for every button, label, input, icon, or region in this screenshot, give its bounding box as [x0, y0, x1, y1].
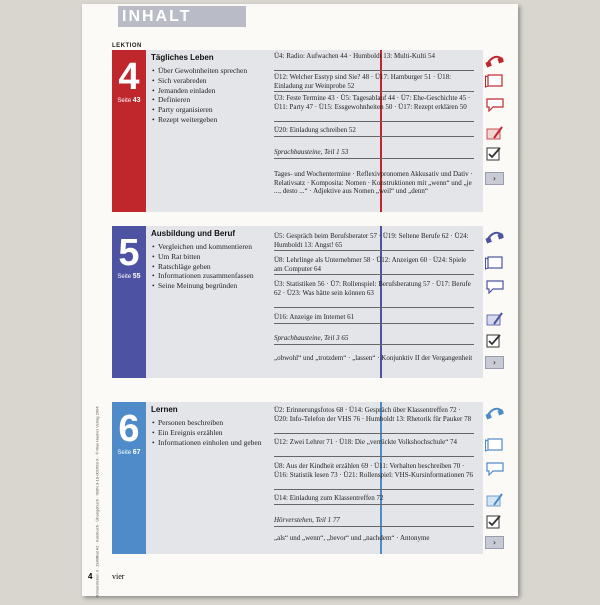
topic-item: • Sich verabreden: [152, 76, 272, 86]
lektion-label: LEKTION: [112, 43, 142, 49]
page-number-word: vier: [112, 572, 125, 581]
exercise-entry-grammar: „als“ und „wenn“, „bevor“ und „nachdem“ · Antonyme: [274, 534, 430, 542]
exercise-entry-listening: Ü5: Gespräch beim Berufsberater 57 · Ü19: Seltene Berufe 62 · Ü24: Humboldt 13: Angst! 65: [274, 232, 474, 251]
pencil-icon: [485, 312, 505, 326]
speech-bubble-icon: [485, 98, 505, 112]
topic-list: [152, 242, 264, 291]
exercise-entry-writing: Ü14: Einladung zum Klassentreffen 72: [274, 494, 474, 505]
lesson-4-section: [112, 50, 506, 212]
book-icon: [485, 256, 505, 270]
grammar-arrow-icon: ›: [485, 172, 504, 185]
checklist-icon: [485, 334, 505, 348]
exercise-entry-reading: Ü12: Zwei Lehrer 71 · Ü18: Die „verrückte Volkshochschule“ 74: [274, 438, 474, 457]
lesson-number: 5: [118, 232, 140, 274]
lesson-page-ref: Seite 43: [117, 97, 141, 104]
lesson-number: 6: [118, 408, 140, 450]
book-icon: [485, 438, 505, 452]
exercise-entry-grammar: Tages- und Wochentermine · Reflexivpronomen Akkusativ und Dativ · Relativsatz · Komposita: Nomen · Konstruktionen mit „wenn“ und „je ..., desto ...“ · Adjektive aus Nomen „weil“ und „denn“: [274, 170, 473, 196]
speech-bubble-icon: [485, 462, 505, 476]
lesson-title: Tägliches Leben: [151, 53, 214, 62]
topic-item: • Um Rat bitten: [152, 252, 264, 262]
exercise-entry-writing: Ü16: Anzeige im Internet 61: [274, 313, 474, 324]
exercise-entry-test: Sprachbausteine, Teil 1 53: [274, 148, 474, 159]
exercise-entry-grammar: „obwohl“ und „trotzdem“ · „lassen“ · Konjunktiv II der Vergangenheit: [274, 354, 473, 362]
lesson-number-box: [112, 50, 146, 212]
exercise-entry-test: Hörverstehen, Teil 1 77: [274, 516, 474, 527]
lesson-number: 4: [118, 56, 140, 98]
exercise-entry-listening: Ü4: Radio: Aufwachen 44 · Humboldt 13: Multi-Kulti 54: [274, 52, 474, 71]
topic-list: [152, 66, 272, 125]
page-number: 4: [88, 572, 93, 581]
topic-item: • Definieren: [152, 95, 272, 105]
lesson-page-ref: Seite 55: [117, 273, 141, 280]
exercise-entry-listening: Ü2: Erinnerungsfotos 68 · Ü14: Gespräch über Klassentreffen 72 · Ü20: Info-Telefon der VHS 76 · Humboldt 13: Rhetorik für Pauker 78: [274, 406, 474, 434]
exercise-entry-speaking: Ü3: Statistiken 56 · Ü7: Rollenspiel: Berufsberatung 57 · Ü17: Berufe 62 · Ü23: Was hätte sein können 63: [274, 280, 474, 308]
pencil-icon: [485, 493, 505, 507]
topic-item: • Vergleichen und kommentieren: [152, 242, 264, 252]
speech-bubble-icon: [485, 280, 505, 294]
headphones-icon: [485, 54, 505, 68]
side-text: [87, 245, 100, 605]
checklist-icon: [485, 147, 505, 161]
grammar-arrow-icon: ›: [485, 536, 504, 549]
exercise-entry-reading: Ü12: Welcher Esstyp sind Sie? 48 · Ü17: Hamburger 51 · Ü18: Einladung zur Weinprobe 52: [274, 73, 474, 92]
exercise-entry-speaking: Ü8: Aus der Kindheit erzählen 69 · Ü11: Verhalten beschreiben 70 · Ü16: Statistik lesen 73 · Ü21: Rollenspiel: VHS-Kursinformationen 76: [274, 462, 474, 490]
exercise-entry-speaking: Ü3: Feste Termine 43 · Ü5: Tagesablauf 44 · Ü7: Ehe-Geschichte 45 · Ü11: Party 47 · Ü15: Essgewohnheiten 50 · Ü17: Rezept erklären 50: [274, 94, 474, 122]
grammar-arrow-icon: ›: [485, 356, 504, 369]
lesson-6-section: [112, 402, 506, 554]
exercise-entry-test: Sprachbausteine, Teil 3 65: [274, 334, 474, 345]
lesson-number-box: [112, 402, 146, 554]
exercise-entry-reading: Ü8: Lehrlinge als Unternehmer 58 · Ü12: Anzeigen 60 · Ü24: Spiele am Computer 64: [274, 256, 474, 275]
topic-item: • Party organisieren: [152, 105, 272, 115]
lesson-title: Ausbildung und Beruf: [151, 229, 235, 238]
checklist-icon: [485, 515, 505, 529]
topic-item: • Jemanden einladen: [152, 86, 272, 96]
topic-item: • Seine Meinung begründen: [152, 281, 264, 291]
topic-item: • Ein Ereignis erzählen: [152, 428, 264, 438]
topic-list: [152, 418, 264, 447]
topic-item: • Informationen zusammenfassen: [152, 271, 264, 281]
lesson-5-section: [112, 226, 506, 378]
lesson-number-box: [112, 226, 146, 378]
lesson-title: Lernen: [151, 405, 178, 414]
side-text-label: Hörverstehen 3 · Zertifikat A2 · Kursbuch · Übungsbuch · ISBN 3-19-001693-X · © Max Hueber Verlag 2004: [94, 406, 100, 598]
book-icon: [485, 74, 505, 88]
exercise-entry-writing: Ü20: Einladung schreiben 52: [274, 126, 474, 137]
topic-item: • Über Gewohnheiten sprechen: [152, 66, 272, 76]
topic-item: • Informationen einholen und geben: [152, 438, 264, 448]
topic-item: • Rezept weitergeben: [152, 115, 272, 125]
pencil-icon: [485, 126, 505, 140]
topic-item: • Ratschläge geben: [152, 262, 264, 272]
topic-item: • Personen beschreiben: [152, 418, 264, 428]
lesson-page-ref: Seite 67: [117, 449, 141, 456]
page-title: INHALT: [118, 6, 246, 27]
headphones-icon: [485, 230, 505, 244]
headphones-icon: [485, 406, 505, 420]
